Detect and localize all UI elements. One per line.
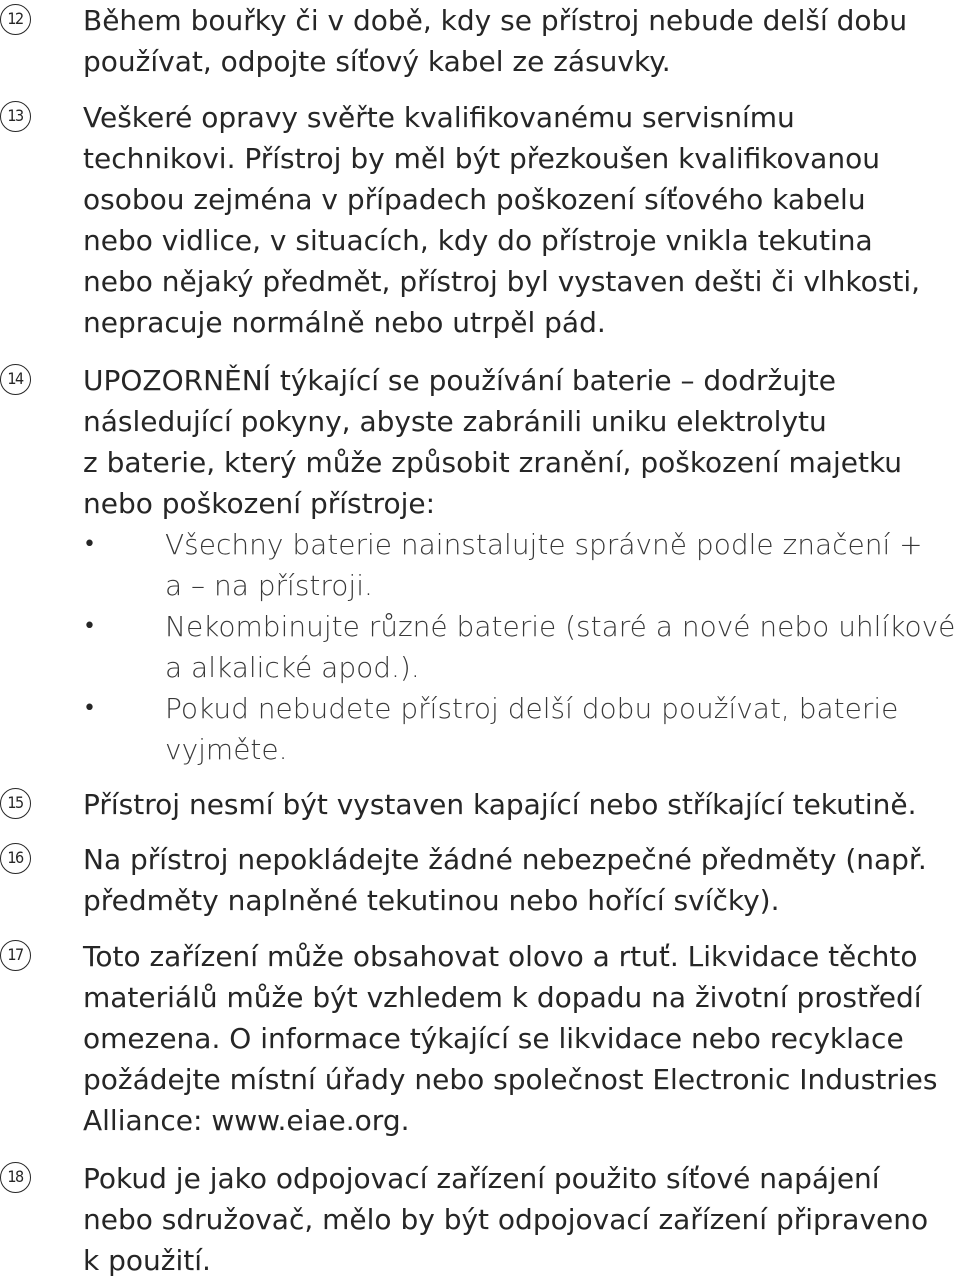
bullet-text — [165, 688, 960, 770]
text-line: Pokud nebudete přístroj delší dobu používat, baterie — [165, 692, 899, 725]
item-number-badge: 17 — [0, 940, 31, 971]
item-text — [83, 784, 960, 825]
item-number-badge: 12 — [0, 4, 31, 35]
text-line: Během bouřky či v době, kdy se přístroj nebude delší dobu — [83, 4, 908, 37]
item-number-badge: 15 — [0, 788, 31, 819]
text-line: Všechny baterie nainstalujte správně podle značení + — [165, 528, 923, 561]
text-line: Na přístroj nepokládejte žádné nebezpečné předměty (např. — [83, 843, 927, 876]
text-line: a – na přístroji. — [165, 569, 373, 602]
item-number-badge: 16 — [0, 843, 31, 874]
text-line: z baterie, který může způsobit zranění, poškození majetku — [83, 446, 903, 479]
text-line: Pokud je jako odpojovací zařízení použito síťové napájení — [83, 1162, 880, 1195]
text-line: nebo sdružovač, mělo by být odpojovací zařízení připraveno — [83, 1203, 929, 1236]
text-line: používat, odpojte síťový kabel ze zásuvky. — [83, 45, 671, 78]
item-text — [83, 360, 960, 524]
text-line: Toto zařízení může obsahovat olovo a rtuť. Likvidace těchto — [83, 940, 918, 973]
item-text — [83, 839, 960, 921]
text-line: Alliance: www.eiae.org. — [83, 1104, 410, 1137]
item-text — [83, 936, 960, 1141]
text-line: nebo nějaký předmět, přístroj byl vystaven dešti či vlhkosti, — [83, 265, 921, 298]
text-line: a alkalické apod.). — [165, 651, 420, 684]
item-number-badge: 14 — [0, 364, 31, 395]
item-number-badge: 13 — [0, 101, 31, 132]
text-line: Veškeré opravy svěřte kvalifikovanému servisnímu — [83, 101, 795, 134]
text-line: technikovi. Přístroj by měl být přezkoušen kvalifikovanou — [83, 142, 880, 175]
text-line: omezena. O informace týkající se likvidace nebo recyklace — [83, 1022, 904, 1055]
text-line: materiálů může být vzhledem k dopadu na životní prostředí — [83, 981, 922, 1014]
text-line: vyjměte. — [165, 733, 288, 766]
bullet-marker: • — [83, 696, 96, 721]
bullet-marker: • — [83, 614, 96, 639]
text-line: nebo poškození přístroje: — [83, 487, 436, 520]
text-line: osobou zejména v případech poškození síťového kabelu — [83, 183, 866, 216]
item-text — [83, 0, 960, 82]
text-line: nepracuje normálně nebo utrpěl pád. — [83, 306, 606, 339]
text-line: nebo vidlice, v situacích, kdy do přístroje vnikla tekutina — [83, 224, 873, 257]
bullet-text — [165, 606, 960, 688]
text-line: Přístroj nesmí být vystaven kapající nebo stříkající tekutině. — [83, 788, 917, 821]
item-number-badge: 18 — [0, 1162, 31, 1193]
text-line: UPOZORNĚNÍ týkající se používání baterie – dodržujte — [83, 364, 836, 397]
bullet-text — [165, 524, 960, 606]
text-line: k použití. — [83, 1244, 211, 1277]
item-text — [83, 97, 960, 343]
bullet-marker: • — [83, 532, 96, 557]
text-line: následující pokyny, abyste zabránili uniku elektrolytu — [83, 405, 827, 438]
text-line: Nekombinujte různé baterie (staré a nové nebo uhlíkové — [165, 610, 956, 643]
item-text — [83, 1158, 960, 1281]
text-line: požádejte místní úřady nebo společnost Electronic Industries — [83, 1063, 938, 1096]
text-line: předměty naplněné tekutinou nebo hořící svíčky). — [83, 884, 780, 917]
